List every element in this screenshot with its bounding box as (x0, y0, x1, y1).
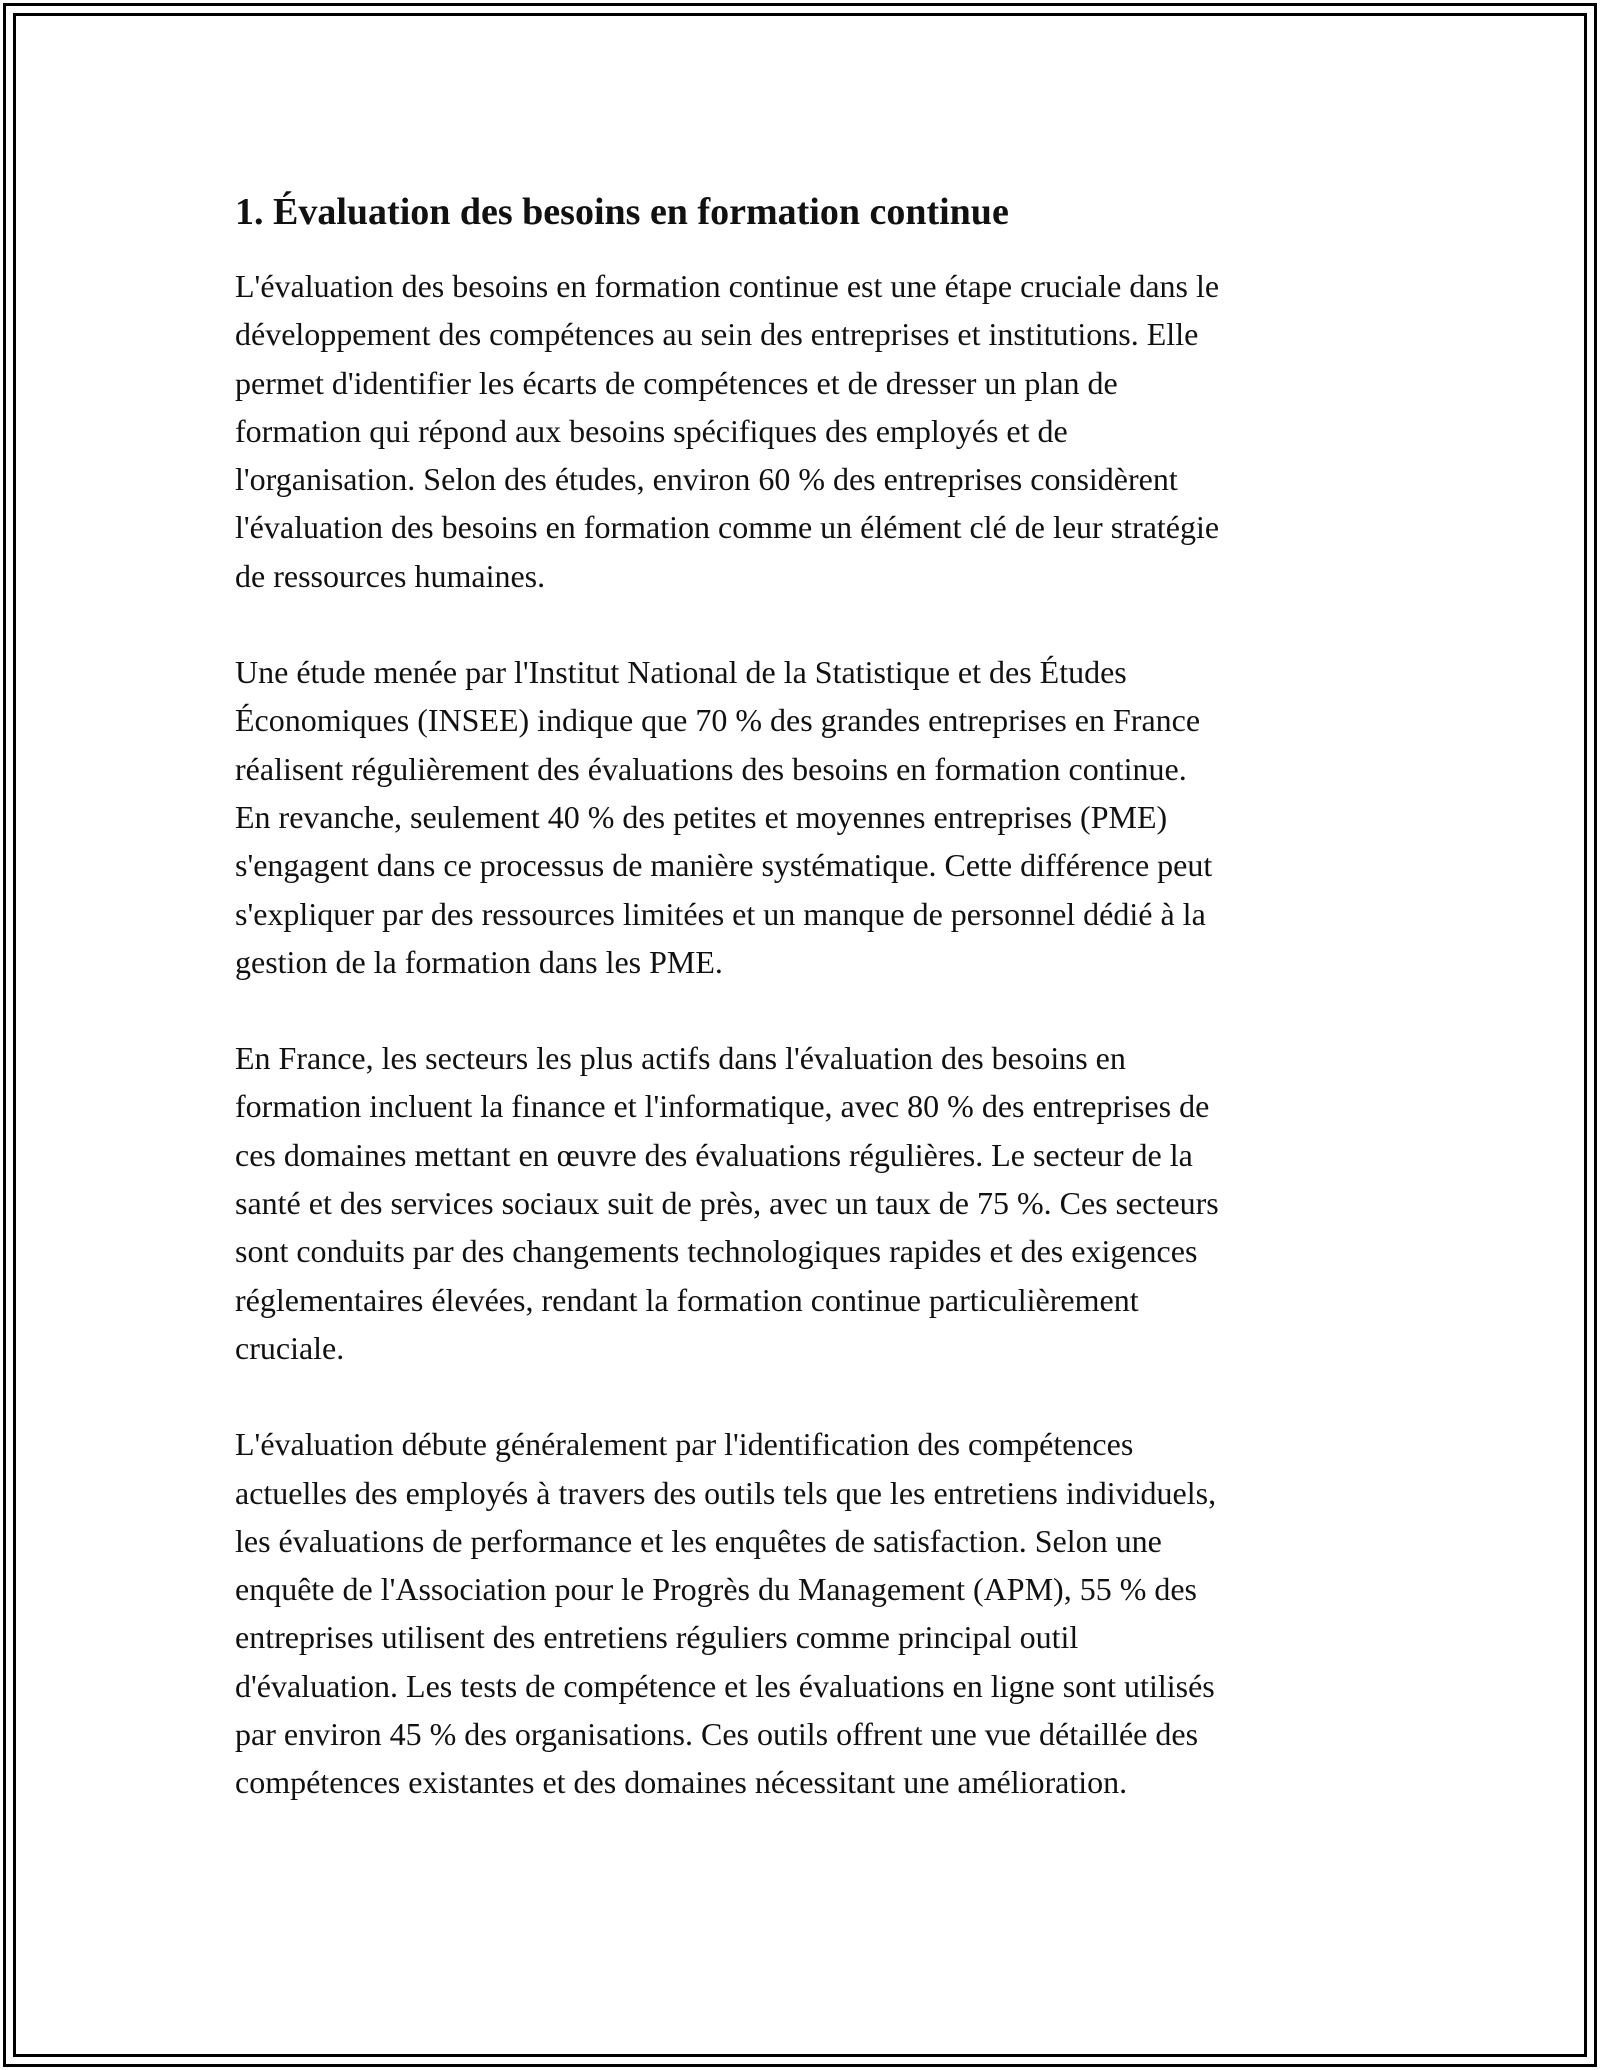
section-title: 1. Évaluation des besoins en formation continue (235, 191, 1009, 233)
document-body (235, 186, 1375, 1855)
paragraph-3: En France, les secteurs les plus actifs dans l'évaluation des besoins en formation incluent la finance et l'informatique, avec 80 % des entreprises de ces domaines mettant en œuvre des évaluations régulières. Le secteur de la santé et des services sociaux suit de près, avec un taux de 75 %. Ces secteurs sont conduits par des changements technologiques rapides et des exigences réglementaires élevées, rendant la formation continue particulièrement cruciale. (235, 1040, 1219, 1366)
paragraph-4: L'évaluation débute généralement par l'identification des compétences actuelles des employés à travers des outils tels que les entretiens individuels, les évaluations de performance et les enquêtes de satisfaction. Selon une enquête de l'Association pour le Progrès du Management (APM), 55 % des entreprises utilisent des entretiens réguliers comme principal outil d'évaluation. Les tests de compétence et les évaluations en ligne sont utilisés par environ 45 % des organisations. Ces outils offrent une vue détaillée des compétences existantes et des domaines nécessitant une amélioration. (235, 1426, 1217, 1801)
paragraph-2: Une étude menée par l'Institut National de la Statistique et des Études Économiques (INSEE) indique que 70 % des grandes entreprises en France réalisent régulièrement des évaluations des besoins en formation continue. En revanche, seulement 40 % des petites et moyennes entreprises (PME) s'engagent dans ce processus de manière systématique. Cette différence peut s'expliquer par des ressources limitées et un manque de personnel dédié à la gestion de la formation dans les PME. (235, 654, 1213, 980)
paragraph-1: L'évaluation des besoins en formation continue est une étape cruciale dans le développement des compétences au sein des entreprises et institutions. Elle permet d'identifier les écarts de compétences et de dresser un plan de formation qui répond aux besoins spécifiques des employés et de l'organisation. Selon des études, environ 60 % des entreprises considèrent l'évaluation des besoins en formation comme un élément clé de leur stratégie de ressources humaines. (235, 268, 1220, 594)
